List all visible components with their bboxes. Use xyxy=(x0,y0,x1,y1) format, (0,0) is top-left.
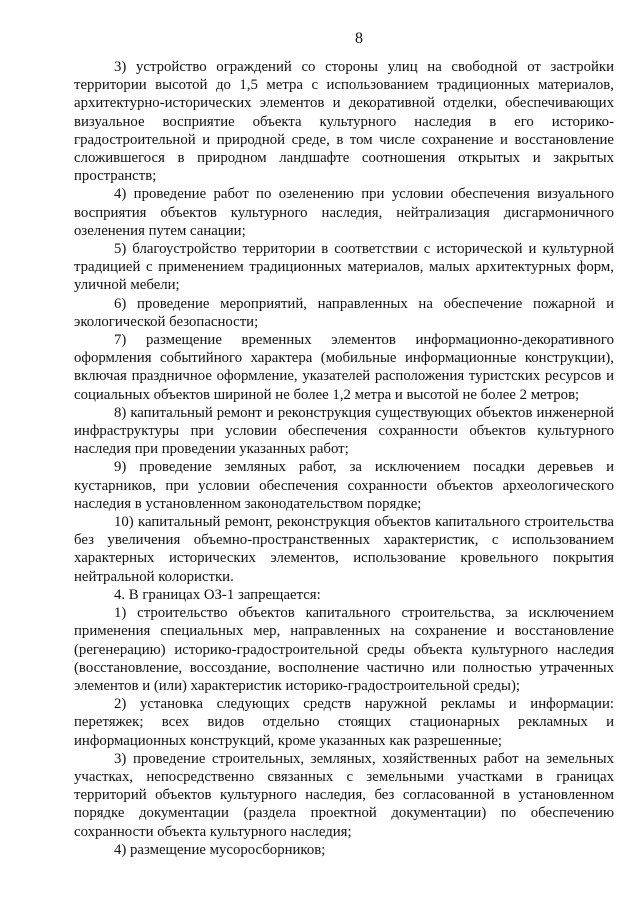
paragraph-5-improvement: 5) благоустройство территории в соответствии с исторической и культурной традицией с применением традиционных материалов, малых архитектурных форм, уличной мебели; xyxy=(74,241,614,294)
paragraph-6-safety: 6) проведение мероприятий, направленных на обеспечение пожарной и экологической безопасности; xyxy=(74,295,614,330)
paragraph-4-landscaping: 4) проведение работ по озеленению при условии обеспечения визуального восприятия объектов культурного наследия, нейтрализация дисгармоничного озеленения путем санации; xyxy=(74,186,614,239)
prohibited-4-waste-bins: 4) размещение мусоросборников; xyxy=(114,841,326,858)
prohibited-2-advertising: 2) установка следующих средств наружной рекламы и информации: перетяжек; всех видов отдельно стоящих стационарных рекламных и информационных конструкций, кроме указанных как разрешенные; xyxy=(74,696,614,749)
paragraph-7-temporary-elements: 7) размещение временных элементов информационно-декоративного оформления событийного характера (мобильные информационные конструкции), включая праздничное оформление, указателей расположения туристских ресурсов и социальных объектов шириной не более 1,2 метра и высотой не более 2 метров; xyxy=(74,332,614,403)
paragraph-9-earthworks: 9) проведение земляных работ, за исключением посадки деревьев и кустарников, при условии обеспечения сохранности объектов археологического наследия в установленном законодательством порядке; xyxy=(74,459,614,512)
section-4-heading: 4. В границах ОЗ-1 запрещается: xyxy=(114,586,321,603)
paragraph-3-fences: 3) устройство ограждений со стороны улиц на свободной от застройки территории высотой до 1,5 метра с использованием традиционных материалов, архитектурно-исторических элементов и декоративной отделки, обеспечивающих визуальное восприятие объекта культурного наследия в его историко-градостроительной и природной среде, в том числе сохранение и восстановление сложившегося в природном ландшафте соотношения открытых и закрытых пространств; xyxy=(74,59,614,185)
prohibited-1-construction: 1) строительство объектов капитального строительства, за исключением применения специальных мер, направленных на сохранение и восстановление (регенерацию) историко-градостроительной среды объекта культурного наследия (восстановление, воссоздание, восполнение частично или полностью утраченных элементов и (или) характеристик историко-градостроительной среды); xyxy=(74,605,614,694)
page-number: 8 xyxy=(355,30,363,47)
prohibited-3-works: 3) проведение строительных, земляных, хозяйственных работ на земельных участках, непосредственно связанных с земельными участками в границах территорий объектов культурного наследия, без согласованной в установленном порядке документации (раздела проектной документации) по обеспечению сохранности объекта культурного наследия; xyxy=(74,750,614,840)
paragraph-8-infrastructure-repair: 8) капитальный ремонт и реконструкция существующих объектов инженерной инфраструктуры при условии обеспечения сохранности объектов культурного наследия при проведении указанных работ; xyxy=(74,404,614,458)
paragraph-10-capital-repair: 10) капитальный ремонт, реконструкция объектов капитального строительства без увеличения объемно-пространственных характеристик, с использованием характерных исторических элементов, использование кровельного покрытия нейтральной колористки. xyxy=(74,514,614,585)
